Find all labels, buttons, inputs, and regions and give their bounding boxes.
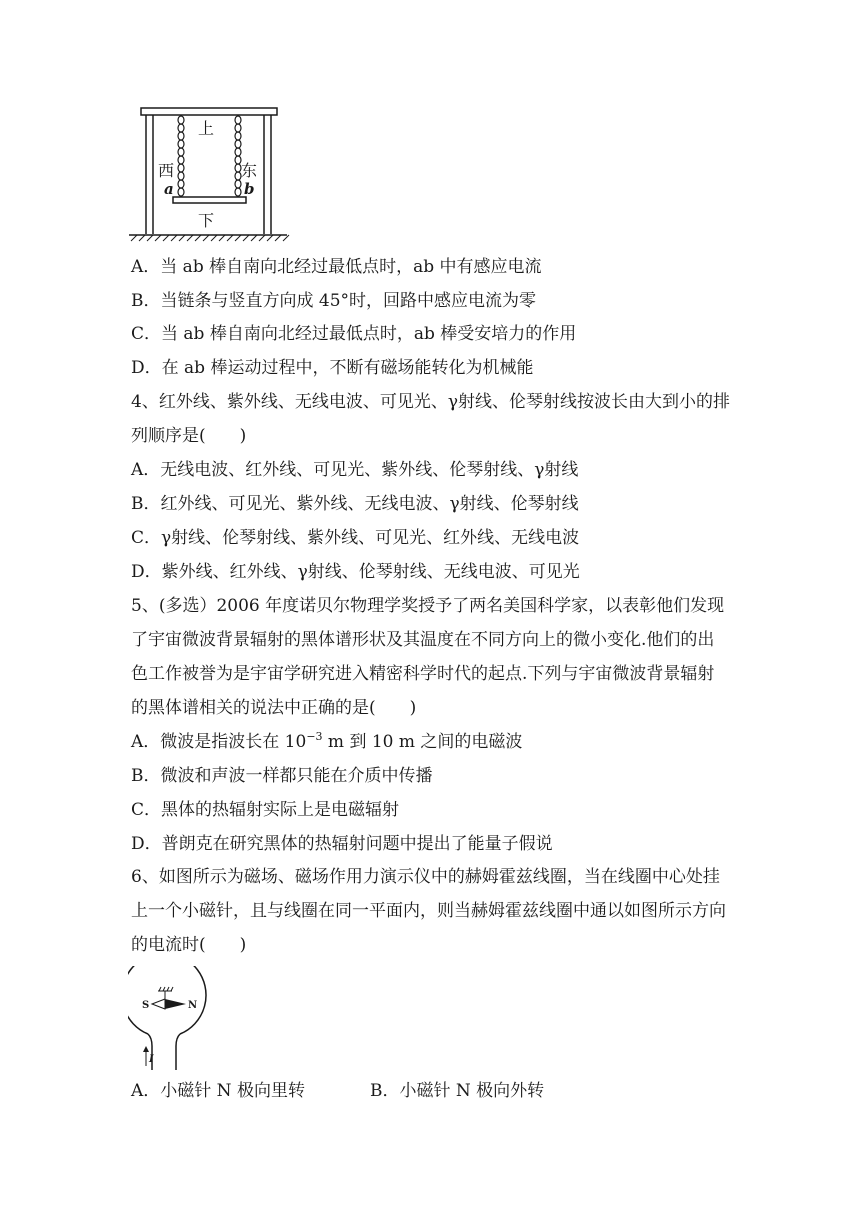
q3-option-c: C．当 ab 棒自南向北经过最低点时，ab 棒受安培力的作用 — [131, 324, 577, 344]
ab-rod — [173, 197, 246, 203]
q4-option-c: C．γ射线、伦琴射线、紫外线、可见光、红外线、无线电波 — [131, 528, 580, 548]
swing-apparatus-figure — [125, 104, 290, 244]
q4-option-b: B．红外线、可见光、紫外线、无线电波、γ射线、伦琴射线 — [131, 494, 579, 514]
q5-stem-line2: 了宇宙微波背景辐射的黑体谱形状及其温度在不同方向上的微小变化.他们的出 — [131, 630, 715, 650]
q5-option-a-suffix: m 到 10 m 之间的电磁波 — [322, 732, 523, 752]
q6-stem-line1: 6、如图所示为磁场、磁场作用力演示仪中的赫姆霍兹线圈，当在线圈中心处挂 — [131, 867, 720, 887]
label-b: b — [244, 180, 255, 198]
left-chain — [178, 116, 184, 196]
q5-option-a-prefix: A．微波是指波长在 10 — [131, 732, 307, 752]
label-a: a — [164, 180, 174, 198]
q4-option-d: D．紫外线、红外线、γ射线、伦琴射线、无线电波、可见光 — [131, 562, 580, 582]
top-beam — [141, 108, 277, 115]
q5-stem-line3: 色工作被誉为是宇宙学研究进入精密科学时代的起点.下列与宇宙微波背景辐射 — [131, 664, 715, 684]
q4-stem-line1: 4、红外线、紫外线、无线电波、可见光、γ射线、伦琴射线按波长由大到小的排 — [131, 392, 730, 412]
q3-option-d: D．在 ab 棒运动过程中，不断有磁场能转化为机械能 — [131, 358, 534, 378]
q6-option-b: B．小磁针 N 极向外转 — [370, 1081, 545, 1101]
q4-stem-line2: 列顺序是( ) — [131, 426, 247, 446]
label-west: 西 — [158, 161, 175, 180]
q3-option-b: B．当链条与竖直方向成 45°时，回路中感应电流为零 — [131, 291, 537, 311]
q5-option-b: B．微波和声波一样都只能在介质中传播 — [131, 766, 433, 786]
q6-stem-line2: 上一个小磁针，且与线圈在同一平面内，则当赫姆霍兹线圈中通以如图所示方向 — [131, 901, 726, 921]
q3-option-a: A．当 ab 棒自南向北经过最低点时，ab 中有感应电流 — [131, 257, 542, 277]
label-top: 上 — [198, 119, 215, 138]
q5-option-c: C．黑体的热辐射实际上是电磁辐射 — [131, 800, 400, 820]
q6-option-a: A．小磁针 N 极向里转 — [131, 1081, 305, 1101]
helmholtz-coil-figure — [128, 966, 220, 1074]
needle-label-s: S — [142, 1000, 150, 1011]
current-label-i: I — [149, 1054, 154, 1065]
label-bottom: 下 — [198, 211, 215, 230]
needle-label-n: N — [188, 1000, 198, 1011]
q4-option-a: A．无线电波、红外线、可见光、紫外线、伦琴射线、γ射线 — [131, 460, 579, 480]
suspension-mark — [158, 987, 173, 999]
q5-stem-line4: 的黑体谱相关的说法中正确的是( ) — [131, 698, 417, 718]
right-chain — [235, 116, 241, 196]
q5-option-a — [131, 731, 522, 753]
q6-stem-line3: 的电流时( ) — [131, 935, 247, 955]
q5-stem-line1: 5、(多选）2006 年度诺贝尔物理学奖授予了两名美国科学家，以表彰他们发现 — [131, 596, 725, 616]
q5-option-d: D．普朗克在研究黑体的热辐射问题中提出了能量子假说 — [131, 834, 553, 854]
label-east: 东 — [241, 161, 258, 180]
compass-needle — [152, 999, 186, 1009]
q5-option-a-exponent: −3 — [306, 730, 323, 743]
